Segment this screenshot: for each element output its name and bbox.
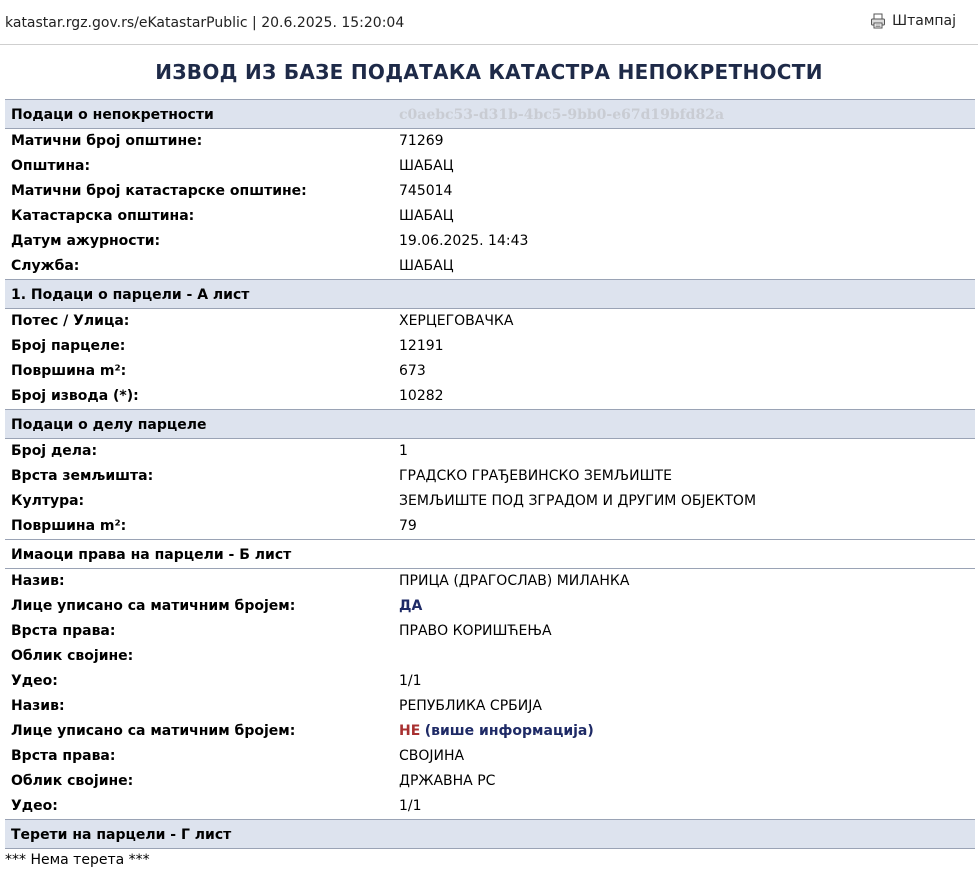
field-value: РЕПУБЛИКА СРБИЈА [399, 698, 542, 714]
field-value: 1 [399, 443, 408, 459]
table-row [5, 439, 975, 464]
field-label: Служба: [11, 258, 80, 274]
section-parcel-header [5, 279, 975, 309]
section-property-title: Подаци о непокретности [11, 107, 214, 123]
field-value: 673 [399, 363, 426, 379]
field-label: Општина: [11, 158, 91, 174]
field-value: ШАБАЦ [399, 158, 454, 174]
section-part-title: Подаци о делу парцеле [11, 417, 207, 433]
field-value: 1/1 [399, 673, 422, 689]
top-bar [0, 0, 978, 45]
table-row [5, 334, 975, 359]
field-label: Врста права: [11, 748, 116, 764]
field-value: 79 [399, 518, 417, 534]
registered-yes-value: ДА [399, 598, 423, 614]
no-burdens-text: *** Нема терета *** [5, 852, 150, 868]
field-label: Потес / Улица: [11, 313, 130, 329]
table-row [5, 744, 975, 769]
field-value: 19.06.2025. 14:43 [399, 233, 529, 249]
field-label: Облик својине: [11, 773, 134, 789]
registered-value [399, 723, 594, 739]
registered-no-value: НЕ [399, 723, 421, 739]
field-value: ПРАВО КОРИШЋЕЊА [399, 623, 552, 639]
more-info-link[interactable]: (више информација) [424, 723, 594, 739]
table-row [5, 309, 975, 334]
table-row [5, 514, 975, 539]
table-row [5, 359, 975, 384]
field-label: Назив: [11, 573, 65, 589]
field-value: ЗЕМЉИШТЕ ПОД ЗГРАДОМ И ДРУГИМ ОБЈЕКТОМ [399, 493, 757, 509]
field-label: Лице уписано са матичним бројем: [11, 598, 296, 614]
field-value: 12191 [399, 338, 444, 354]
extract-content [5, 99, 975, 873]
section-burdens-header [5, 819, 975, 849]
table-row [5, 794, 975, 819]
url-timestamp: katastar.rgz.gov.rs/eKatastarPublic | 20.6.2025. 15:20:04 [5, 15, 405, 31]
field-value: ДРЖАВНА РС [399, 773, 496, 789]
field-label: Лице уписано са матичним бројем: [11, 723, 296, 739]
table-row [5, 254, 975, 279]
table-row [5, 489, 975, 514]
field-label: Врста права: [11, 623, 116, 639]
field-value: ГРАДСКО ГРАЂЕВИНСКО ЗЕМЉИШТЕ [399, 468, 672, 484]
property-id-hash: c0aebc53-d31b-4bc5-9bb0-e67d19bfd82a [399, 107, 725, 123]
table-row [5, 229, 975, 254]
table-row [5, 569, 975, 594]
field-label: Култура: [11, 493, 85, 509]
table-row [5, 594, 975, 619]
field-value: СВОЈИНА [399, 748, 465, 764]
field-label: Матични број општине: [11, 133, 203, 149]
section-property-header [5, 99, 975, 129]
table-row [5, 719, 975, 744]
table-row [5, 204, 975, 229]
field-value: ШАБАЦ [399, 258, 454, 274]
section-parcel-title: 1. Подаци о парцели - А лист [11, 287, 250, 303]
table-row [5, 384, 975, 409]
field-label: Површина m²: [11, 363, 127, 379]
field-label: Удео: [11, 798, 58, 814]
table-row [5, 769, 975, 794]
field-value: ХЕРЦЕГОВАЧКА [399, 313, 514, 329]
page-title: ИЗВОД ИЗ БАЗЕ ПОДАТАКА КАТАСТРА НЕПОКРЕТНОСТИ [155, 60, 823, 84]
section-owners-header [5, 539, 975, 569]
table-row [5, 154, 975, 179]
field-label: Број парцеле: [11, 338, 126, 354]
section-owners-title: Имаоци права на парцели - Б лист [11, 547, 292, 563]
field-label: Датум ажурности: [11, 233, 161, 249]
field-label: Облик својине: [11, 648, 134, 664]
field-value: 1/1 [399, 798, 422, 814]
table-row [5, 464, 975, 489]
section-part-header [5, 409, 975, 439]
field-label: Површина m²: [11, 518, 127, 534]
print-button[interactable] [870, 13, 956, 29]
table-row [5, 644, 975, 669]
table-row [5, 619, 975, 644]
table-row [5, 179, 975, 204]
table-row [5, 129, 975, 154]
field-value: 71269 [399, 133, 444, 149]
print-label: Штампај [892, 13, 956, 29]
field-label: Број дела: [11, 443, 98, 459]
field-value: ПРИЦА (ДРАГОСЛАВ) МИЛАНКА [399, 573, 630, 589]
field-value: 745014 [399, 183, 453, 199]
field-label: Катастарска општина: [11, 208, 195, 224]
field-value: ШАБАЦ [399, 208, 454, 224]
table-row [5, 694, 975, 719]
printer-icon [870, 13, 886, 29]
field-label: Матични број катастарске општине: [11, 183, 307, 199]
field-value: 10282 [399, 388, 444, 404]
field-label: Удео: [11, 673, 58, 689]
section-burdens-title: Терети на парцели - Г лист [11, 827, 232, 843]
field-label: Број извода (*): [11, 388, 139, 404]
field-label: Врста земљишта: [11, 468, 154, 484]
table-row [5, 669, 975, 694]
field-label: Назив: [11, 698, 65, 714]
